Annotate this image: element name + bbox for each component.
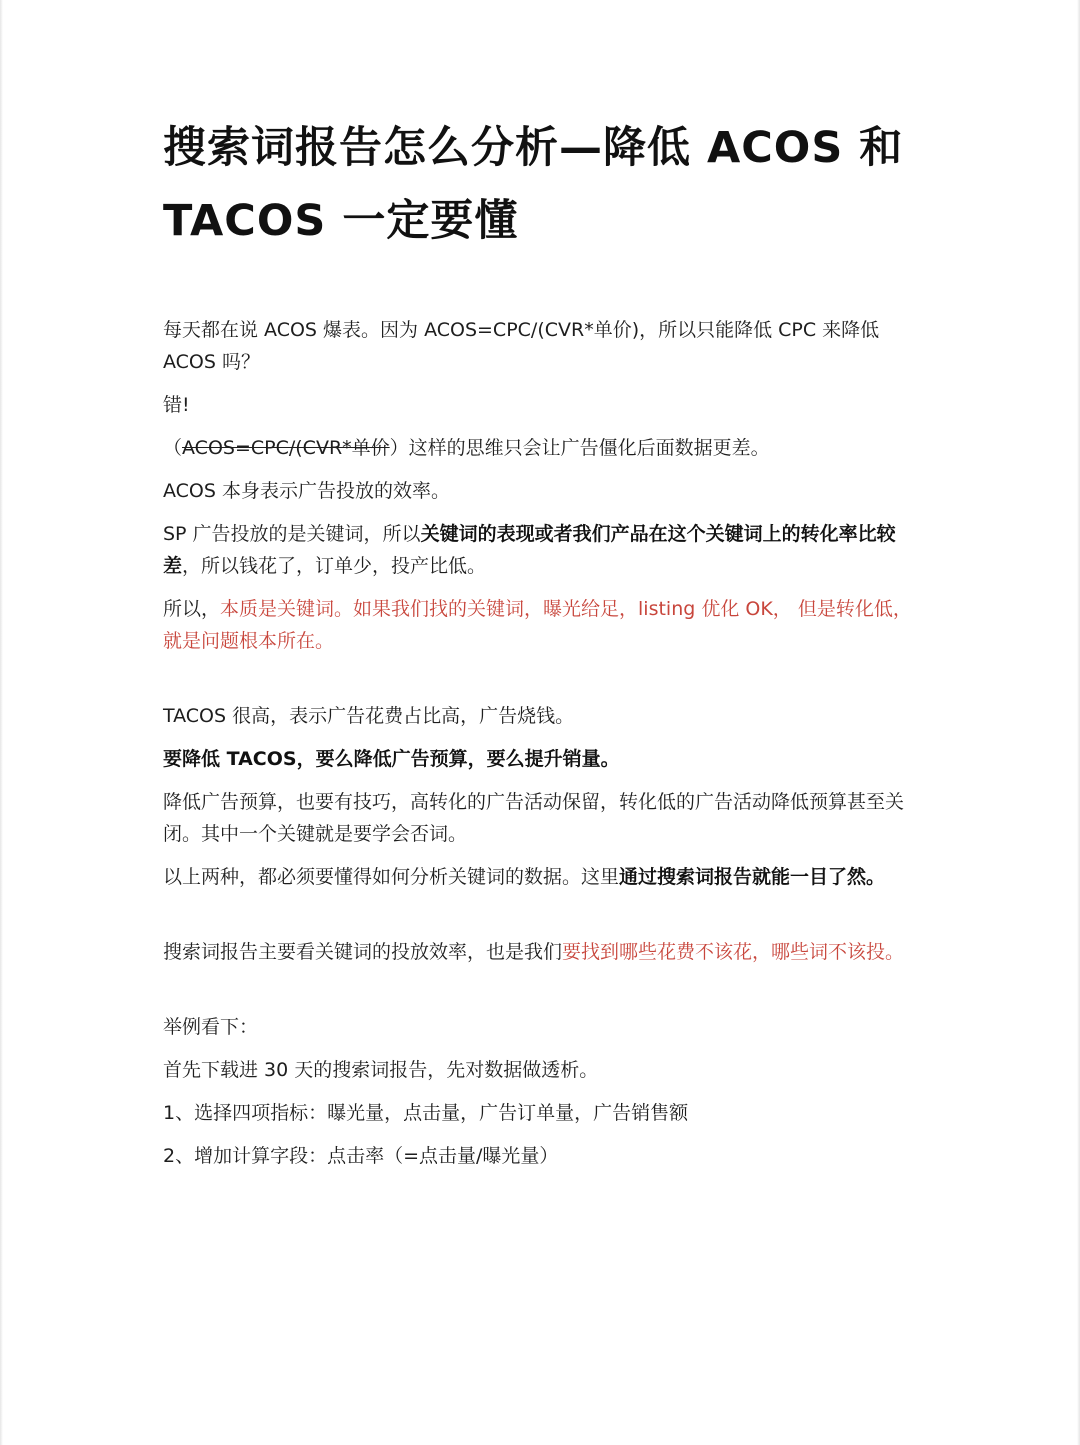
essence-red-highlight: 本质是关键词。如果我们找的关键词，曝光给足，listing 优化 OK， 但是转化低，就是问题根本所在。 [163, 598, 912, 652]
essence-intro: 所以， [163, 598, 221, 620]
sp-bold-emphasis: 关键词的表现或者我们产品在这个关键词上的转化率比较差 [163, 523, 896, 577]
paragraph-formula-strike [163, 432, 913, 464]
page-edge-left [0, 0, 3, 1445]
strikethrough-formula: ACOS=CPC/(CVR*单价 [182, 437, 390, 459]
paragraph-budget-tips: 降低广告预算，也要有技巧，高转化的广告活动保留，转化低的广告活动降低预算甚至关闭。其中一个关键就是要学会否词。 [163, 791, 905, 845]
article-body [163, 314, 923, 1172]
list-item-calculated-field: 2、增加计算字段：点击率（=点击量/曝光量） [163, 1145, 559, 1167]
sp-intro: SP 广告投放的是关键词，所以 [163, 523, 421, 545]
paragraph-search-report [163, 936, 913, 968]
search-report-intro: 搜索词报告主要看关键词的投放效率，也是我们 [163, 941, 563, 963]
spacer [163, 904, 923, 936]
sp-result: ，所以钱花了，订单少，投产比低。 [182, 555, 487, 577]
formula-comment: ）这样的思维只会让广告僵化后面数据更差。 [389, 437, 770, 459]
spacer [163, 979, 923, 1011]
paragraph-acos-meaning: ACOS 本身表示广告投放的效率。 [163, 480, 450, 502]
paragraph-sp-keywords [163, 518, 913, 582]
search-report-red-highlight: 要找到哪些花费不该花，哪些词不该投。 [562, 941, 905, 963]
paragraph-acos-question: 每天都在说 ACOS 爆表。因为 ACOS=CPC/(CVR*单价)，所以只能降低 CPC 来降低 ACOS 吗？ [163, 319, 880, 373]
paragraph-tacos-reduce: 要降低 TACOS，要么降低广告预算，要么提升销量。 [163, 748, 620, 770]
paren-open: （ [163, 437, 183, 459]
list-item-metrics: 1、选择四项指标：曝光量，点击量，广告订单量，广告销售额 [163, 1102, 689, 1124]
paragraph-tacos-high: TACOS 很高，表示广告花费占比高，广告烧钱。 [163, 705, 575, 727]
analysis-bold-emphasis: 通过搜索词报告就能一目了然。 [619, 866, 886, 888]
paragraph-download: 首先下载进 30 天的搜索词报告，先对数据做透析。 [163, 1059, 599, 1081]
paragraph-essence [163, 593, 913, 657]
analysis-intro: 以上两种，都必须要懂得如何分析关键词的数据。这里 [163, 866, 620, 888]
paragraph-analysis [163, 861, 913, 893]
article-title: 搜索词报告怎么分析—降低 ACOS 和 TACOS 一定要懂 [163, 123, 904, 246]
article-content [163, 112, 923, 1183]
spacer [163, 668, 923, 700]
paragraph-example: 举例看下： [163, 1016, 259, 1038]
paragraph-wrong: 错! [163, 394, 190, 416]
